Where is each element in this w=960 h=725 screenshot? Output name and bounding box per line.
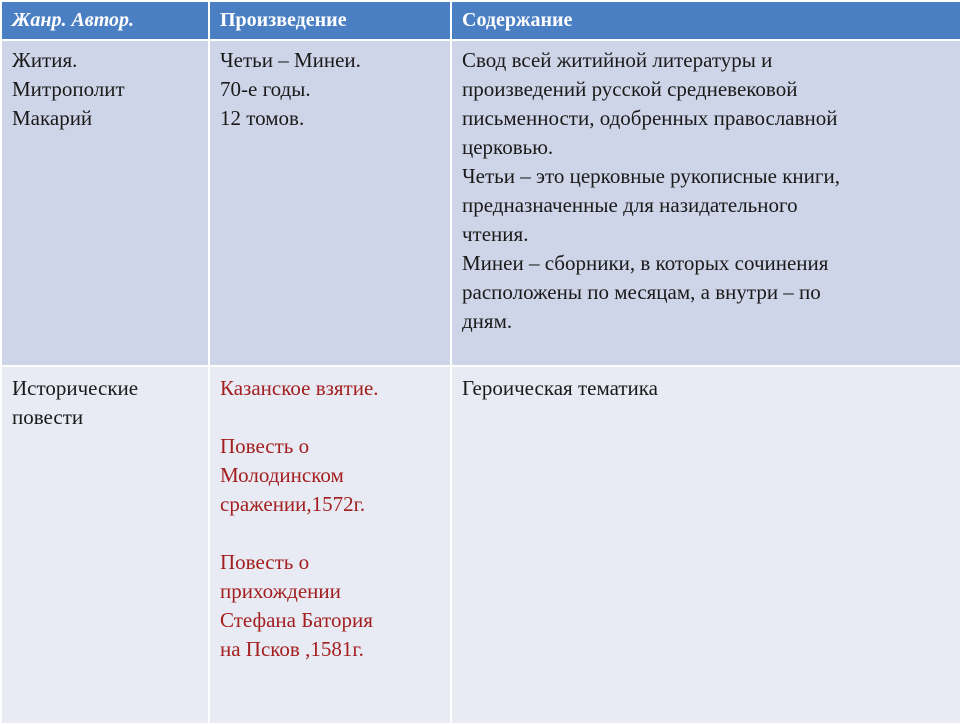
header-content: Содержание <box>451 1 960 40</box>
content-line: Свод всей житийной литературы и <box>462 48 773 72</box>
content-cell <box>451 40 960 366</box>
work-line: прихождении <box>220 579 341 603</box>
work-cell <box>209 366 451 724</box>
genre-cell <box>1 366 209 724</box>
header-work: Произведение <box>209 1 451 40</box>
work-line: Повесть о <box>220 550 310 574</box>
genre-line: Макарий <box>12 106 93 130</box>
content-line: дням. <box>462 309 513 333</box>
work-line: Казанское взятие. <box>220 376 379 400</box>
work-line: Стефана Батория <box>220 608 373 632</box>
work-line: Четьи – Минеи. <box>220 48 361 72</box>
header-genre-author: Жанр. Автор. <box>1 1 209 40</box>
work-line: Повесть о <box>220 434 310 458</box>
content-line: Минеи – сборники, в которых сочинения <box>462 251 829 275</box>
content-line: церковью. <box>462 135 554 159</box>
table-row <box>1 366 960 724</box>
genre-line: Митрополит <box>12 77 125 101</box>
content-line: чтения. <box>462 222 529 246</box>
work-line: Молодинском <box>220 463 344 487</box>
work-line: на Псков ,1581г. <box>220 637 364 661</box>
content-line: письменности, одобренных православной <box>462 106 838 130</box>
content-line: Героическая тематика <box>462 376 658 400</box>
work-line: 12 томов. <box>220 106 305 130</box>
genre-line: повести <box>12 405 84 429</box>
work-line: сражении,1572г. <box>220 492 366 516</box>
content-line: Четьи – это церковные рукописные книги, <box>462 164 841 188</box>
line-gap <box>220 519 440 548</box>
line-gap <box>220 403 440 432</box>
work-cell <box>209 40 451 366</box>
genre-line: Исторические <box>12 376 139 400</box>
work-line: 70-е годы. <box>220 77 311 101</box>
content-cell <box>451 366 960 724</box>
genre-line: Жития. <box>12 48 78 72</box>
header-row <box>1 1 960 40</box>
table-row <box>1 40 960 366</box>
genre-cell <box>1 40 209 366</box>
content-line: предназначенные для назидательного <box>462 193 798 217</box>
content-line: расположены по месяцам, а внутри – по <box>462 280 821 304</box>
content-line: произведений русской средневековой <box>462 77 798 101</box>
